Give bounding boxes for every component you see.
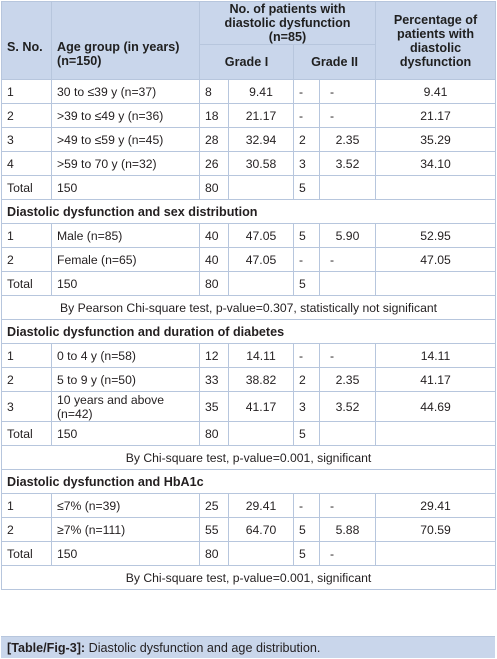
cell-g1-count: 80 [200, 176, 229, 200]
cell-g1-pct: 47.05 [229, 248, 294, 272]
cell-total-n: 150 [52, 542, 200, 566]
caption-label: [Table/Fig-3]: [7, 641, 86, 655]
cell-g1-count: 12 [200, 344, 229, 368]
cell-g1-pct: 38.82 [229, 368, 294, 392]
cell-empty [320, 422, 376, 446]
cell-empty [229, 272, 294, 296]
cell-sno: 1 [2, 224, 52, 248]
cell-sno: 3 [2, 128, 52, 152]
cell-percentage: 29.41 [376, 494, 496, 518]
cell-empty [229, 176, 294, 200]
cell-g2-pct: - [320, 104, 376, 128]
cell-g1-count: 40 [200, 248, 229, 272]
cell-percentage: 44.69 [376, 392, 496, 422]
cell-g1-pct: 32.94 [229, 128, 294, 152]
cell-empty [320, 272, 376, 296]
cell-g2-count: - [294, 80, 320, 104]
cell-g2-pct: 5.90 [320, 224, 376, 248]
total-row [2, 542, 496, 566]
section-title-sex: Diastolic dysfunction and sex distribution [2, 200, 496, 224]
cell-percentage: 70.59 [376, 518, 496, 542]
cell-empty [229, 542, 294, 566]
cell-percentage: 21.17 [376, 104, 496, 128]
cell-group: >59 to 70 y (n=32) [52, 152, 200, 176]
stat-note-duration: By Chi-square test, p-value=0.001, significant [2, 446, 496, 470]
cell-g2-count: 5 [294, 518, 320, 542]
cell-sno: 4 [2, 152, 52, 176]
table-row [2, 392, 496, 422]
cell-g1-pct: 14.11 [229, 344, 294, 368]
cell-group: 5 to 9 y (n=50) [52, 368, 200, 392]
cell-total-n: 150 [52, 272, 200, 296]
cell-group: 0 to 4 y (n=58) [52, 344, 200, 368]
note-row [2, 296, 496, 320]
cell-g1-pct: 21.17 [229, 104, 294, 128]
section-header-row [2, 470, 496, 494]
cell-total-n: 150 [52, 176, 200, 200]
cell-sno: 2 [2, 248, 52, 272]
cell-g1-count: 80 [200, 272, 229, 296]
stat-note-sex: By Pearson Chi-square test, p-value=0.307, statistically not significant [2, 296, 496, 320]
cell-g2-count: - [294, 494, 320, 518]
cell-empty [320, 176, 376, 200]
cell-g2-pct: 2.35 [320, 128, 376, 152]
table-row [2, 104, 496, 128]
cell-sno: 1 [2, 80, 52, 104]
header-num-patients: No. of patients with diastolic dysfunction (n=85) [200, 2, 376, 45]
cell-g2-count: 3 [294, 152, 320, 176]
cell-g1-pct: 64.70 [229, 518, 294, 542]
cell-sno: 1 [2, 344, 52, 368]
cell-g1-count: 28 [200, 128, 229, 152]
section-title-hba1c: Diastolic dysfunction and HbA1c [2, 470, 496, 494]
cell-g1-count: 18 [200, 104, 229, 128]
cell-group: Male (n=85) [52, 224, 200, 248]
section-header-row [2, 200, 496, 224]
figure-caption [1, 636, 495, 658]
total-row [2, 176, 496, 200]
cell-g1-pct: 30.58 [229, 152, 294, 176]
table-row [2, 344, 496, 368]
cell-g1-count: 80 [200, 542, 229, 566]
cell-g2-pct: - [320, 542, 376, 566]
cell-g1-count: 40 [200, 224, 229, 248]
cell-total-label: Total [2, 422, 52, 446]
cell-g2-count: 5 [294, 542, 320, 566]
cell-sno: 2 [2, 104, 52, 128]
header-grade1: Grade I [200, 45, 294, 80]
cell-g2-count: 5 [294, 176, 320, 200]
table-row [2, 80, 496, 104]
cell-percentage: 41.17 [376, 368, 496, 392]
cell-group: ≤7% (n=39) [52, 494, 200, 518]
cell-percentage: 47.05 [376, 248, 496, 272]
cell-group: Female (n=65) [52, 248, 200, 272]
note-row [2, 446, 496, 470]
cell-g2-pct: - [320, 80, 376, 104]
table-row [2, 248, 496, 272]
cell-empty [376, 176, 496, 200]
header-grade2: Grade II [294, 45, 376, 80]
cell-g1-pct: 41.17 [229, 392, 294, 422]
cell-sno: 3 [2, 392, 52, 422]
total-row [2, 422, 496, 446]
section-title-duration: Diastolic dysfunction and duration of diabetes [2, 320, 496, 344]
cell-empty [376, 422, 496, 446]
header-sno: S. No. [2, 2, 52, 80]
cell-g1-count: 25 [200, 494, 229, 518]
cell-empty [376, 272, 496, 296]
cell-percentage: 34.10 [376, 152, 496, 176]
cell-g1-count: 26 [200, 152, 229, 176]
cell-g1-count: 35 [200, 392, 229, 422]
cell-total-label: Total [2, 272, 52, 296]
cell-g1-count: 33 [200, 368, 229, 392]
cell-percentage: 52.95 [376, 224, 496, 248]
cell-g2-pct: - [320, 494, 376, 518]
cell-sno: 2 [2, 518, 52, 542]
cell-g2-pct: 3.52 [320, 392, 376, 422]
cell-sno: 2 [2, 368, 52, 392]
cell-g2-count: 5 [294, 272, 320, 296]
table-row [2, 128, 496, 152]
section-header-row [2, 320, 496, 344]
cell-g2-count: - [294, 248, 320, 272]
cell-total-n: 150 [52, 422, 200, 446]
cell-g2-count: - [294, 104, 320, 128]
cell-group: ≥7% (n=111) [52, 518, 200, 542]
data-table [1, 1, 496, 590]
cell-percentage: 35.29 [376, 128, 496, 152]
cell-total-label: Total [2, 176, 52, 200]
cell-group: >39 to ≤49 y (n=36) [52, 104, 200, 128]
cell-g2-pct: 3.52 [320, 152, 376, 176]
note-row [2, 566, 496, 590]
table-row [2, 518, 496, 542]
cell-g2-pct: - [320, 248, 376, 272]
cell-empty [229, 422, 294, 446]
cell-g1-count: 55 [200, 518, 229, 542]
table-row [2, 224, 496, 248]
cell-g2-pct: 5.88 [320, 518, 376, 542]
cell-group: 10 years and above (n=42) [52, 392, 200, 422]
cell-g2-count: 2 [294, 128, 320, 152]
cell-percentage: 9.41 [376, 80, 496, 104]
cell-sno: 1 [2, 494, 52, 518]
cell-g2-count: 5 [294, 224, 320, 248]
caption-text: Diastolic dysfunction and age distribution. [88, 641, 321, 655]
cell-g2-count: 2 [294, 368, 320, 392]
table-row [2, 152, 496, 176]
cell-g2-count: 3 [294, 392, 320, 422]
cell-group: 30 to ≤39 y (n=37) [52, 80, 200, 104]
cell-g1-pct: 47.05 [229, 224, 294, 248]
cell-g1-count: 80 [200, 422, 229, 446]
cell-group: >49 to ≤59 y (n=45) [52, 128, 200, 152]
cell-empty [376, 542, 496, 566]
cell-percentage: 14.11 [376, 344, 496, 368]
cell-g1-count: 8 [200, 80, 229, 104]
cell-total-label: Total [2, 542, 52, 566]
total-row [2, 272, 496, 296]
cell-g2-pct: - [320, 344, 376, 368]
cell-g2-pct: 2.35 [320, 368, 376, 392]
cell-g2-count: - [294, 344, 320, 368]
header-age-group: Age group (in years) (n=150) [52, 2, 200, 80]
stat-note-hba1c: By Chi-square test, p-value=0.001, significant [2, 566, 496, 590]
table-row [2, 368, 496, 392]
cell-g1-pct: 29.41 [229, 494, 294, 518]
cell-g1-pct: 9.41 [229, 80, 294, 104]
table-row [2, 494, 496, 518]
cell-g2-count: 5 [294, 422, 320, 446]
header-percentage: Percentage of patients with diastolic dysfunction [376, 2, 496, 80]
